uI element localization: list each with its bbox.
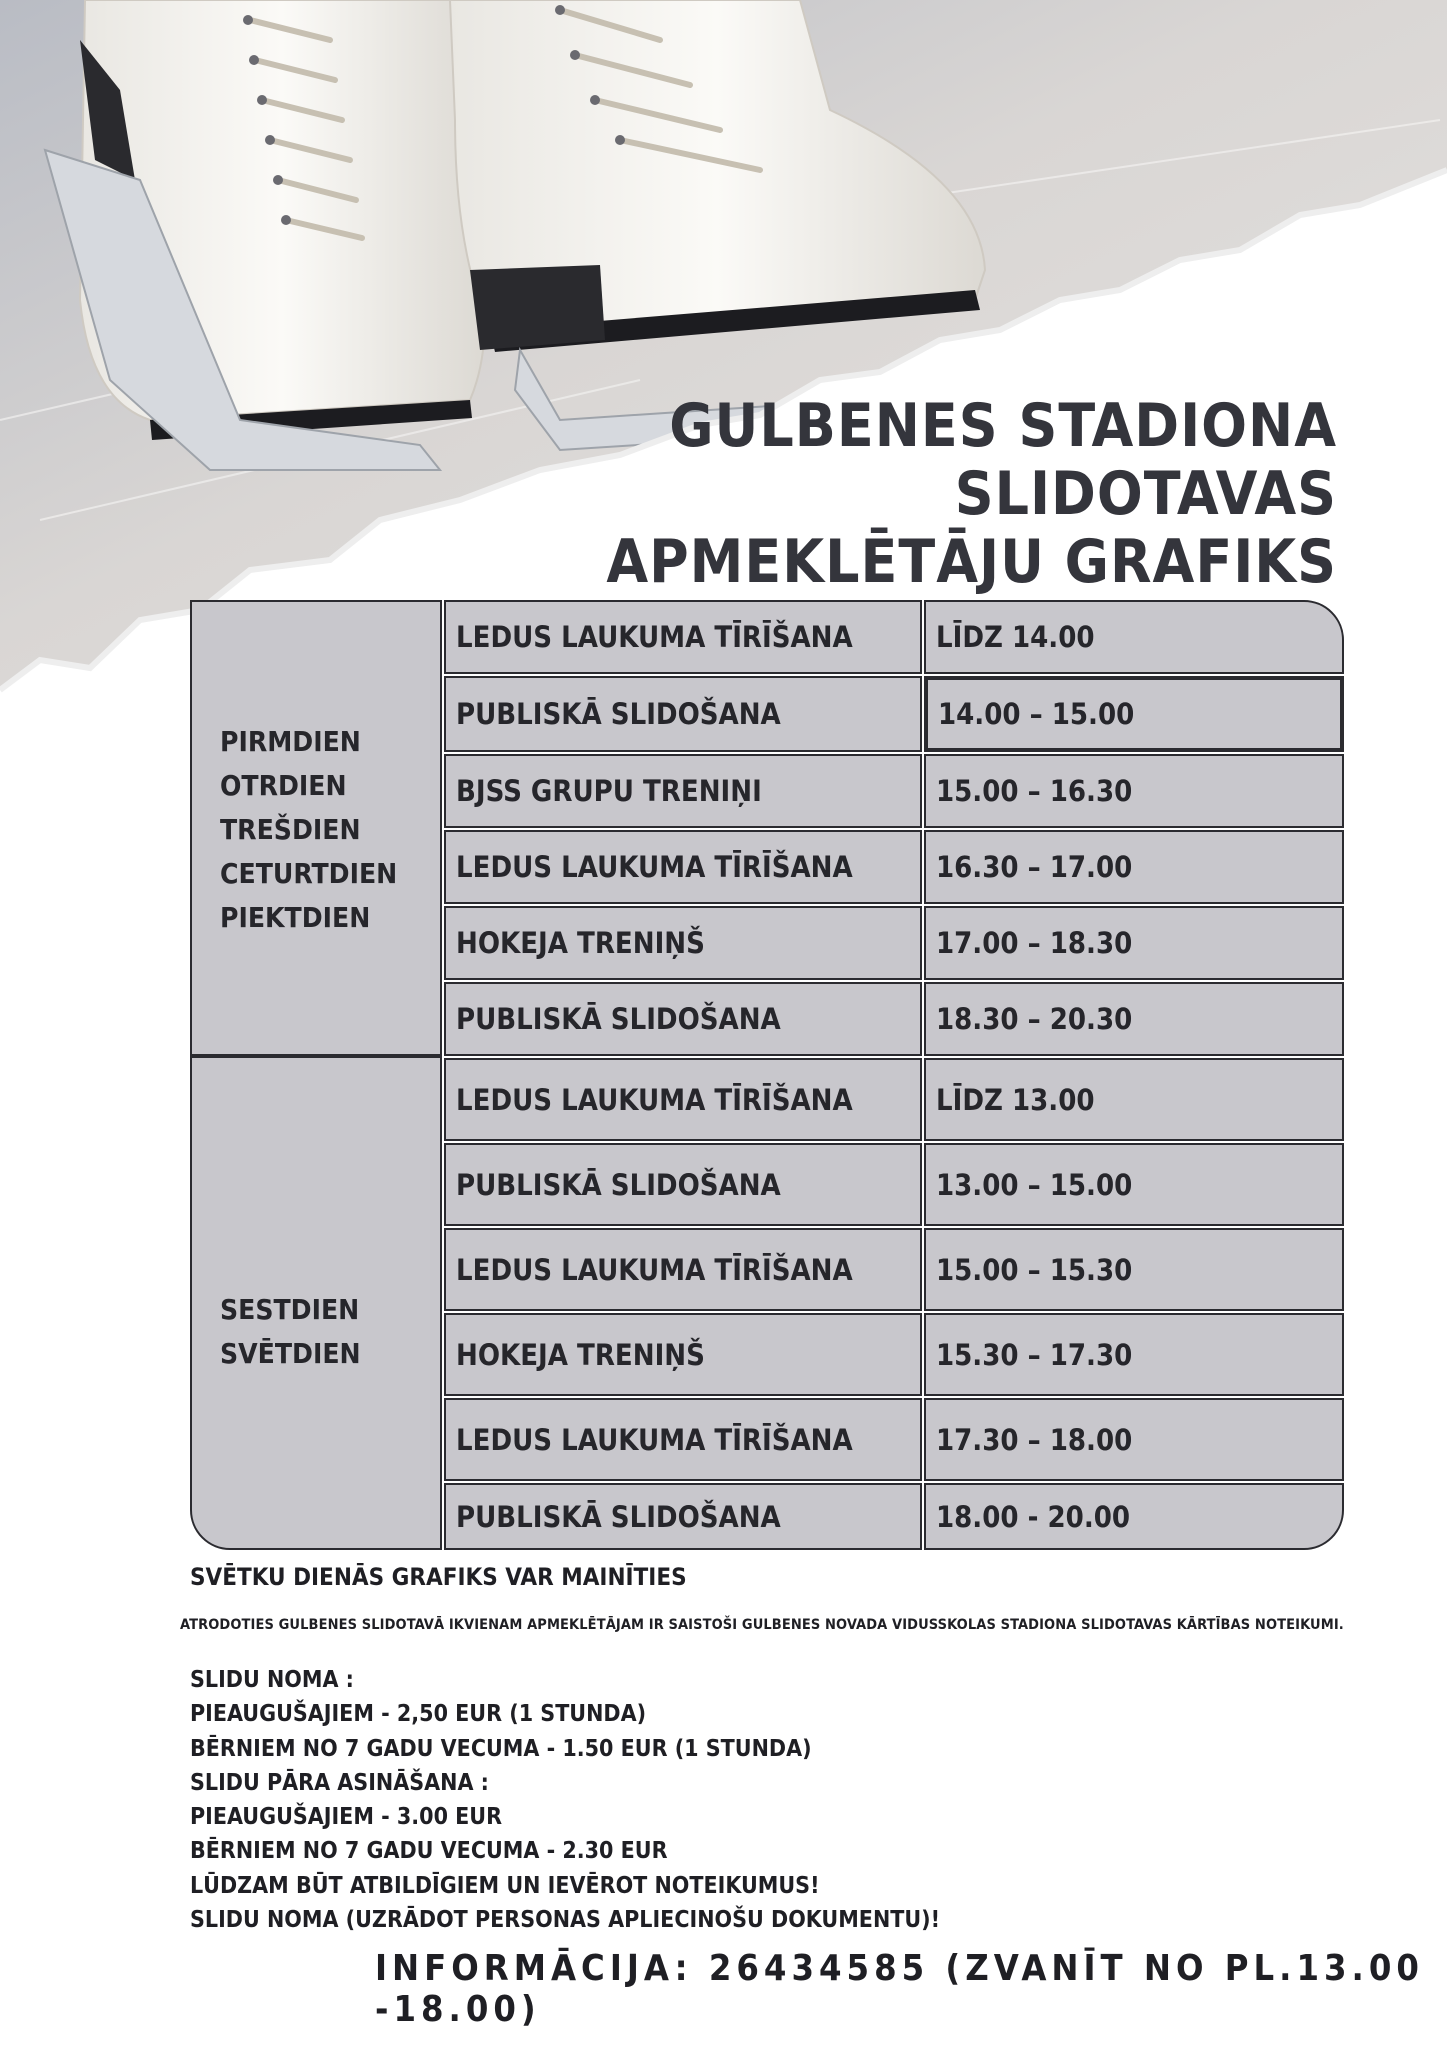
day-label: PIEKTDIEN bbox=[220, 901, 371, 934]
activity-cell: LEDUS LAUKUMA TĪRĪŠANA bbox=[444, 1228, 922, 1311]
schedule-row bbox=[444, 1398, 1344, 1481]
schedule-row bbox=[444, 906, 1344, 980]
activity-cell: BJSS GRUPU TRENIŅI bbox=[444, 754, 922, 828]
time-cell: 14.00 – 15.00 bbox=[924, 676, 1344, 752]
contact-info: INFORMĀCIJA: 26434585 (ZVANĪT NO PL.13.00 -18.00) bbox=[375, 1948, 1424, 2030]
day-label: OTRDIEN bbox=[220, 769, 347, 802]
time-cell: 13.00 – 15.00 bbox=[924, 1143, 1344, 1226]
activity-cell: LEDUS LAUKUMA TĪRĪŠANA bbox=[444, 1058, 922, 1141]
day-label: TREŠDIEN bbox=[220, 813, 361, 846]
activity-cell: LEDUS LAUKUMA TĪRĪŠANA bbox=[444, 600, 922, 674]
time-cell: 17.30 – 18.00 bbox=[924, 1398, 1344, 1481]
day-label: SVĒTDIEN bbox=[220, 1337, 361, 1370]
price-line: PIEAUGUŠAJIEM - 2,50 EUR (1 STUNDA) bbox=[190, 1701, 647, 1728]
schedule-row bbox=[444, 982, 1344, 1056]
day-label: PIRMDIEN bbox=[220, 725, 361, 758]
activity-cell: PUBLISKĀ SLIDOŠANA bbox=[444, 982, 922, 1056]
holiday-notice: SVĒTKU DIENĀS GRAFIKS VAR MAINĪTIES bbox=[190, 1563, 687, 1591]
schedule-row bbox=[444, 830, 1344, 904]
time-cell: LĪDZ 14.00 bbox=[924, 600, 1344, 674]
activity-cell: LEDUS LAUKUMA TĪRĪŠANA bbox=[444, 1398, 922, 1481]
time-cell: LĪDZ 13.00 bbox=[924, 1058, 1344, 1141]
time-cell: 15.00 – 15.30 bbox=[924, 1228, 1344, 1311]
weekend-days-list bbox=[220, 1288, 361, 1376]
time-cell: 15.30 – 17.30 bbox=[924, 1313, 1344, 1396]
weekday-days-cell bbox=[190, 600, 442, 1056]
title-line-3: APMEKLĒTĀJU GRAFIKS bbox=[606, 527, 1337, 597]
time-cell: 18.30 – 20.30 bbox=[924, 982, 1344, 1056]
time-cell: 15.00 – 16.30 bbox=[924, 754, 1344, 828]
price-line: LŪDZAM BŪT ATBILDĪGIEM UN IEVĒROT NOTEIKUMUS! bbox=[190, 1872, 820, 1899]
activity-cell: PUBLISKĀ SLIDOŠANA bbox=[444, 1143, 922, 1226]
activity-cell: HOKEJA TRENIŅŠ bbox=[444, 906, 922, 980]
price-line: BĒRNIEM NO 7 GADU VECUMA - 2.30 EUR bbox=[190, 1838, 668, 1865]
price-line: SLIDU PĀRA ASINĀŠANA : bbox=[190, 1769, 489, 1796]
schedule-row bbox=[444, 600, 1344, 674]
price-line: PIEAUGUŠAJIEM - 3.00 EUR bbox=[190, 1804, 503, 1831]
time-cell: 16.30 – 17.00 bbox=[924, 830, 1344, 904]
price-line: SLIDU NOMA : bbox=[190, 1667, 354, 1693]
time-cell: 17.00 – 18.30 bbox=[924, 906, 1344, 980]
schedule-row bbox=[444, 1143, 1344, 1226]
rules-notice: ATRODOTIES GULBENES SLIDOTAVĀ IKVIENAM APMEKLĒTĀJAM IR SAISTOŠI GULBENES NOVADA VIDUSSKOLAS STADIONA SLIDOTAVAS KĀRTĪBAS NOTEIKUMI. bbox=[180, 1617, 1344, 1633]
day-label: CETURTDIEN bbox=[220, 857, 398, 890]
price-line: SLIDU NOMA (UZRĀDOT PERSONAS APLIECINOŠU DOKUMENTU)! bbox=[190, 1907, 941, 1934]
schedule-table bbox=[190, 600, 1345, 1550]
activity-cell: PUBLISKĀ SLIDOŠANA bbox=[444, 676, 922, 752]
weekend-days-cell bbox=[190, 1056, 442, 1550]
activity-cell: LEDUS LAUKUMA TĪRĪŠANA bbox=[444, 830, 922, 904]
schedule-row bbox=[444, 1058, 1344, 1141]
schedule-row bbox=[444, 676, 1344, 752]
price-line: BĒRNIEM NO 7 GADU VECUMA - 1.50 EUR (1 STUNDA) bbox=[190, 1735, 812, 1762]
schedule-row bbox=[444, 1228, 1344, 1311]
weekday-days-list bbox=[220, 720, 397, 940]
activity-cell: PUBLISKĀ SLIDOŠANA bbox=[444, 1483, 922, 1550]
page-title bbox=[437, 392, 1337, 596]
price-list bbox=[190, 1663, 940, 1937]
schedule-row bbox=[444, 1483, 1344, 1550]
activity-cell: HOKEJA TRENIŅŠ bbox=[444, 1313, 922, 1396]
time-cell: 18.00 - 20.00 bbox=[924, 1483, 1344, 1550]
day-label: SESTDIEN bbox=[220, 1293, 360, 1326]
schedule-row bbox=[444, 1313, 1344, 1396]
schedule-row bbox=[444, 754, 1344, 828]
title-line-1: GULBENES STADIONA bbox=[669, 391, 1337, 461]
title-line-2: SLIDOTAVAS bbox=[954, 459, 1337, 529]
